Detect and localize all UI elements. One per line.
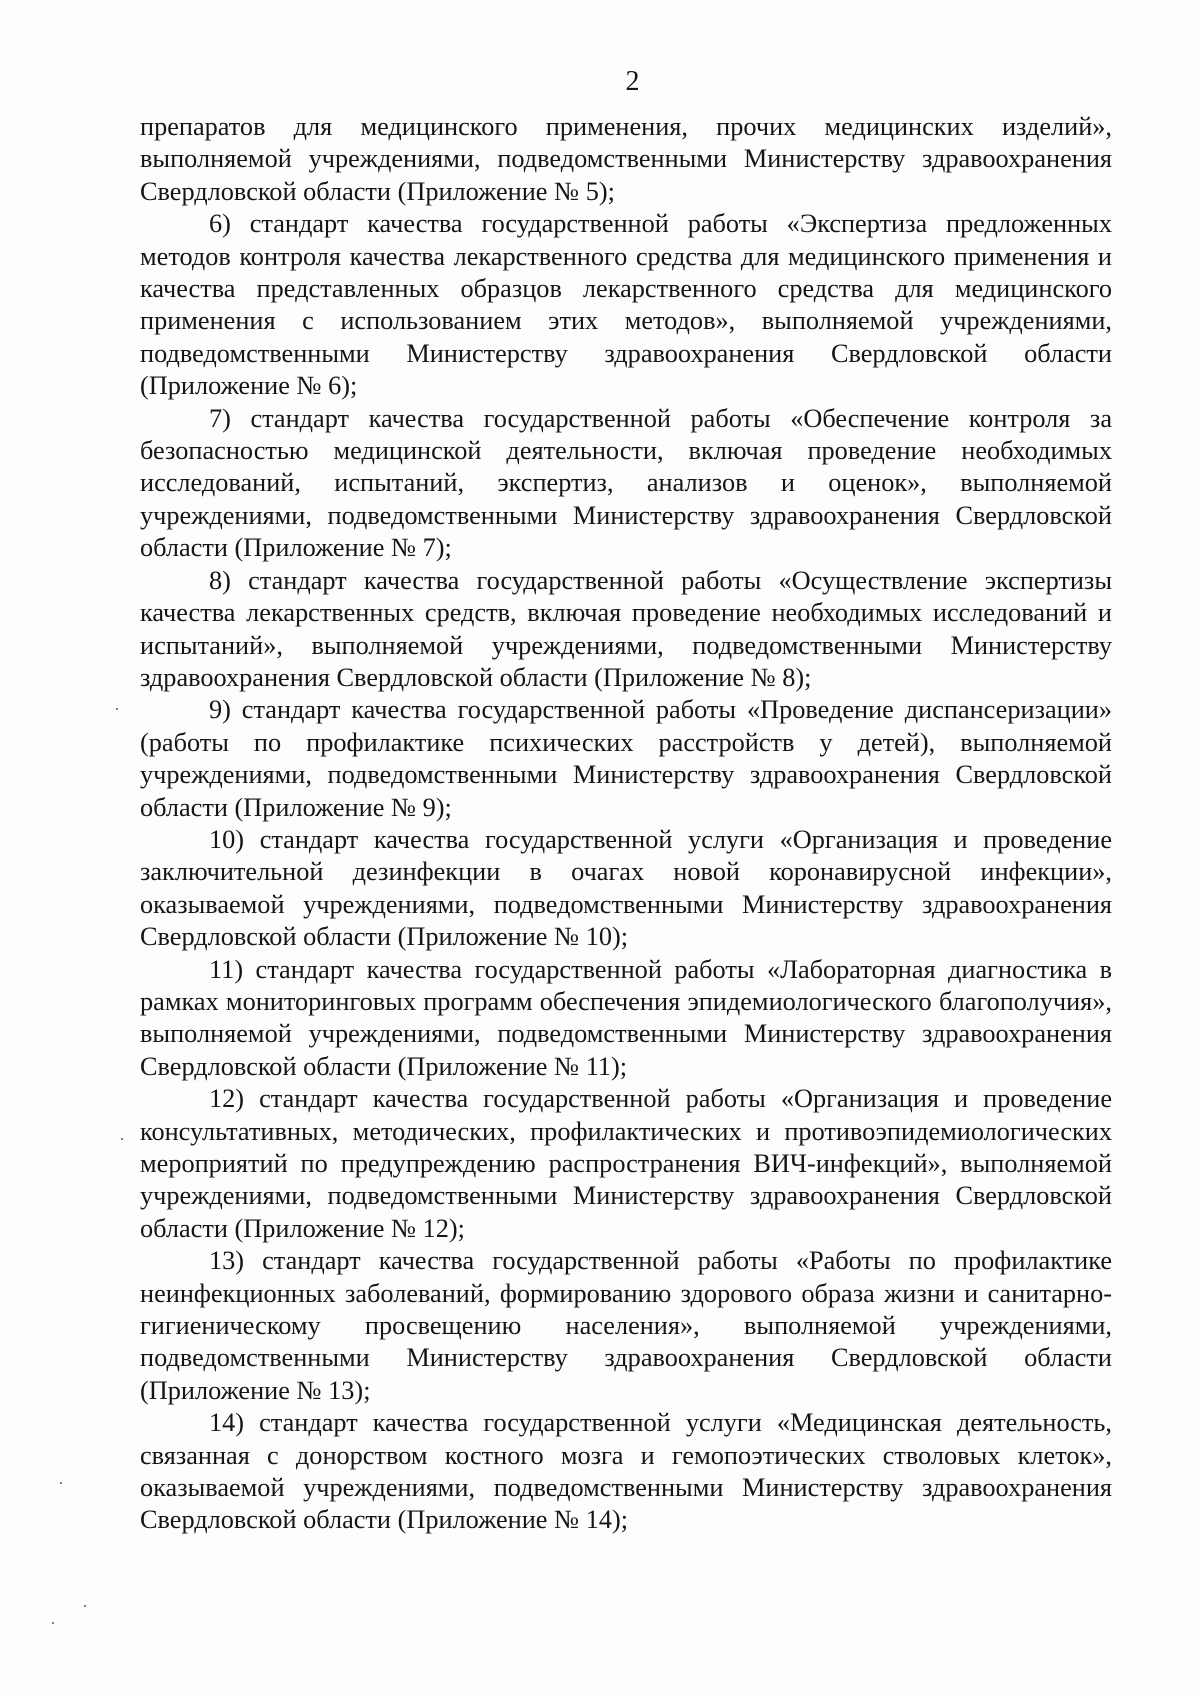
list-item-10: 10) стандарт качества государственной услуги «Организация и проведение заключительной дезинфекции в очагах новой коронавирусной инфекции», оказываемой учреждениями, подведомственными Министерству здравоохранения Свердловской области (Приложение № 10); <box>140 824 1112 952</box>
list-item-13: 13) стандарт качества государственной работы «Работы по профилактике неинфекционных заболеваний, формированию здорового образа жизни и санитарно-гигиеническому просвещению населения», выполняемой учреждениями, подведомственными Министерству здравоохранения Свердловской области (Приложение № 13); <box>140 1246 1112 1405</box>
list-item-11: 11) стандарт качества государственной работы «Лабораторная диагностика в рамках мониторинговых программ обеспечения эпидемиологического благополучия», выполняемой учреждениями, подведомственными Министерству здравоохранения Свердловской области (Приложение № 11); <box>140 954 1112 1081</box>
scan-speck <box>121 1138 123 1140</box>
list-item-6: 6) стандарт качества государственной работы «Экспертиза предложенных методов контроля качества лекарственного средства для медицинского применения и качества представленных образцов лекарственного средства для медицинского применения с использованием этих методов», выполняемой учреждениями, подведомственными Министерству здравоохранения Свердловской области (Приложение № 6); <box>140 209 1112 401</box>
list-item-14: 14) стандарт качества государственной услуги «Медицинская деятельность, связанная с донорством костного мозга и гемопоэтических стволовых клеток», оказываемой учреждениями, подведомственными Министерству здравоохранения Свердловской области (Приложение № 14); <box>140 1408 1112 1535</box>
list-item-12: 12) стандарт качества государственной работы «Организация и проведение консультативных, методических, профилактических и противоэпидемиологических мероприятий по предупреждению распространения ВИЧ-инфекций», выполняемой учреждениями, подведомственными Министерству здравоохранения Свердловской области (Приложение № 12); <box>140 1084 1112 1243</box>
scan-speck <box>52 1622 54 1624</box>
paragraph-continuation: препаратов для медицинского применения, прочих медицинских изделий», выполняемой учреждениями, подведомственными Министерству здравоохранения Свердловской области (Приложение № 5); <box>140 112 1112 206</box>
page-number: 2 <box>625 66 640 97</box>
list-item-8: 8) стандарт качества государственной работы «Осуществление экспертизы качества лекарственных средств, включая проведение необходимых исследований и испытаний», выполняемой учреждениями, подведомственными Министерству здравоохранения Свердловской области (Приложение № 8); <box>140 565 1112 692</box>
scan-speck <box>60 1482 62 1484</box>
list-item-9: 9) стандарт качества государственной работы «Проведение диспансеризации» (работы по профилактике психических расстройств у детей), выполняемой учреждениями, подведомственными Министерству здравоохранения Свердловской области (Приложение № 9); <box>140 695 1112 822</box>
scan-speck <box>116 708 118 710</box>
list-item-7: 7) стандарт качества государственной работы «Обеспечение контроля за безопасностью медицинской деятельности, включая проведение необходимых исследований, испытаний, экспертиз, анализов и оценок», выполняемой учреждениями, подведомственными Министерству здравоохранения Свердловской области (Приложение № 7); <box>140 403 1112 563</box>
document-body <box>140 111 1112 1537</box>
scan-speck <box>84 1605 86 1607</box>
